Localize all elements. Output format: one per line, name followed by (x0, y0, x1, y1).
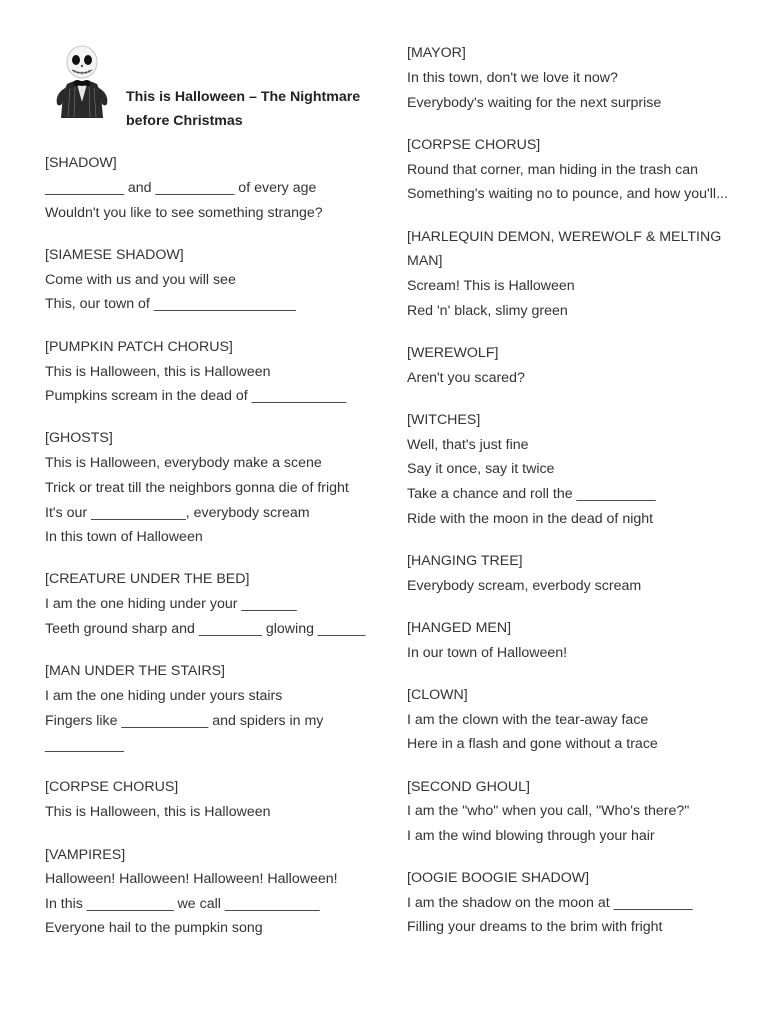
lyric-line: Red 'n' black, slimy green (407, 303, 568, 319)
speaker-label: [VAMPIRES] (45, 847, 126, 863)
speaker-label: [CREATURE UNDER THE BED] (45, 571, 250, 587)
lyric-line: I am the "who" when you call, "Who's there?" (407, 803, 690, 819)
lyric-line: In this town of Halloween (45, 529, 203, 545)
jack-skellington-icon (53, 44, 111, 120)
lyric-line: Take a chance and roll the __________ (407, 486, 656, 502)
speaker-label: [HARLEQUIN DEMON, WEREWOLF & MELTING (407, 229, 722, 245)
lyric-line: I am the one hiding under yours stairs (45, 688, 283, 704)
lyric-line: In this ___________ we call ____________ (45, 896, 320, 912)
lyric-line: In this town, don't we love it now? (407, 70, 618, 86)
lyric-line: Ride with the moon in the dead of night (407, 511, 654, 527)
lyric-line: This is Halloween, everybody make a scene (45, 455, 322, 471)
lyric-line: Everybody's waiting for the next surprise (407, 95, 662, 111)
speaker-label: [CORPSE CHORUS] (407, 137, 541, 153)
speaker-label: [HANGING TREE] (407, 553, 523, 569)
lyric-line: Come with us and you will see (45, 272, 236, 288)
speaker-label: [SIAMESE SHADOW] (45, 247, 184, 263)
lyric-line: Here in a flash and gone without a trace (407, 736, 658, 752)
speaker-label: [WEREWOLF] (407, 345, 499, 361)
lyric-line: __________ (45, 737, 124, 753)
lyric-line: This is Halloween, this is Halloween (45, 804, 271, 820)
lyric-line: Wouldn't you like to see something strange? (45, 205, 323, 221)
lyric-line: I am the shadow on the moon at __________ (407, 895, 693, 911)
lyric-line: I am the wind blowing through your hair (407, 828, 655, 844)
speaker-label: [CLOWN] (407, 687, 468, 703)
lyric-line: Something's waiting no to pounce, and how you'll... (407, 186, 728, 202)
lyric-line: __________ and __________ of every age (45, 180, 317, 196)
lyric-line: Round that corner, man hiding in the trash can (407, 162, 699, 178)
speaker-label: [SHADOW] (45, 155, 117, 171)
speaker-label: [HANGED MEN] (407, 620, 512, 636)
speaker-label: [CORPSE CHORUS] (45, 779, 179, 795)
speaker-label-continued: MAN] (407, 253, 443, 269)
lyric-line: This, our town of __________________ (45, 296, 296, 312)
song-title-line-2: before Christmas (126, 113, 243, 129)
lyric-line: Aren't you scared? (407, 370, 525, 386)
speaker-label: [SECOND GHOUL] (407, 779, 530, 795)
lyric-line: It's our ____________, everybody scream (45, 505, 310, 521)
lyric-line: Fingers like ___________ and spiders in my (45, 713, 324, 729)
speaker-label: [MAYOR] (407, 45, 466, 61)
speaker-label: [PUMPKIN PATCH CHORUS] (45, 339, 233, 355)
lyric-line: Say it once, say it twice (407, 461, 555, 477)
lyric-line: Filling your dreams to the brim with fright (407, 919, 663, 935)
lyric-line: Pumpkins scream in the dead of ____________ (45, 388, 347, 404)
speaker-label: [WITCHES] (407, 412, 481, 428)
speaker-label: [MAN UNDER THE STAIRS] (45, 663, 225, 679)
lyric-line: I am the clown with the tear-away face (407, 712, 649, 728)
speaker-label: [OOGIE BOOGIE SHADOW] (407, 870, 590, 886)
lyric-line: Trick or treat till the neighbors gonna die of fright (45, 480, 349, 496)
lyric-line: Teeth ground sharp and ________ glowing ______ (45, 621, 366, 637)
speaker-label: [GHOSTS] (45, 430, 113, 446)
lyric-line: I am the one hiding under your _______ (45, 596, 297, 612)
lyric-line: Well, that's just fine (407, 437, 529, 453)
lyric-line: Everybody scream, everbody scream (407, 578, 642, 594)
lyric-line: This is Halloween, this is Halloween (45, 364, 271, 380)
lyric-line: In our town of Halloween! (407, 645, 568, 661)
lyric-line: Scream! This is Halloween (407, 278, 575, 294)
song-title-line-1: This is Halloween – The Nightmare (126, 89, 361, 105)
lyric-line: Everyone hail to the pumpkin song (45, 920, 263, 936)
lyric-line: Halloween! Halloween! Halloween! Halloween! (45, 871, 338, 887)
